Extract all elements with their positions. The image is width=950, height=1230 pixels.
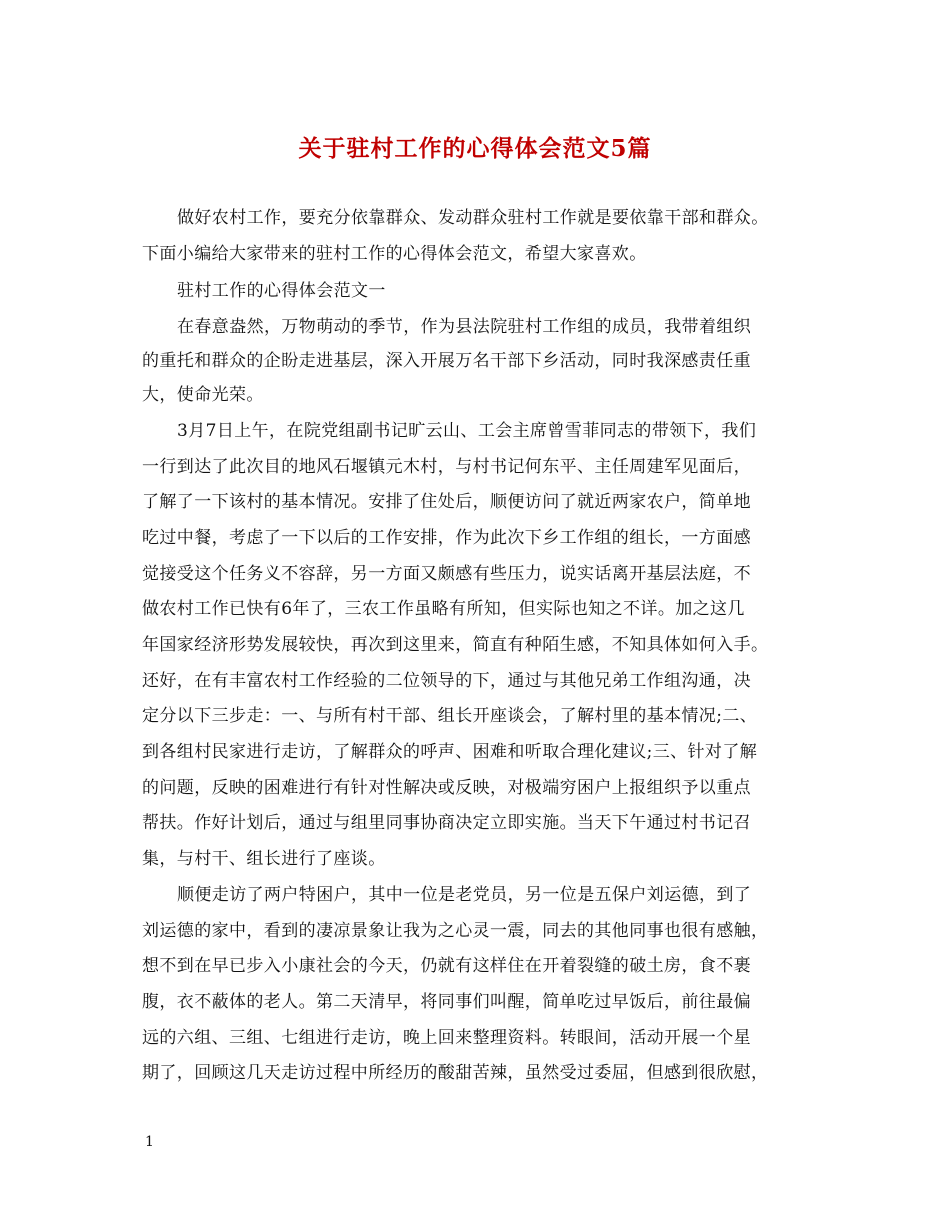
paragraph-line: 到各组村民家进行走访，了解群众的呼声、困难和听取合理化建议;三、针对了解 — [142, 742, 758, 762]
paragraph-line: 集，与村干、组长进行了座谈。 — [142, 849, 386, 869]
paragraph-line: 顺便走访了两户特困户，其中一位是老党员，另一位是五保户刘运德，到了 — [177, 885, 752, 905]
section-heading: 驻村工作的心得体会范文一 — [177, 281, 386, 301]
document-title: 关于驻村工作的心得体会范文5篇 — [298, 135, 652, 162]
paragraph-line: 帮扶。作好计划后，通过与组里同事协商决定立即实施。当天下午通过村书记召 — [142, 813, 751, 833]
paragraph-line: 下面小编给大家带来的驻村工作的心得体会范文，希望大家喜欢。 — [142, 244, 647, 264]
paragraph-line: 在春意盎然，万物萌动的季节，作为县法院驻村工作组的成员，我带着组织 — [177, 317, 752, 337]
paragraph-line: 做农村工作已快有6年了，三农工作虽略有所知，但实际也知之不详。加之这几 — [142, 599, 745, 619]
paragraph-line: 的重托和群众的企盼走进基层，深入开展万名干部下乡活动，同时我深感责任重 — [142, 351, 751, 371]
paragraph-line: 一行到达了此次目的地风石堰镇元木村，与村书记何东平、主任周建军见面后， — [142, 457, 751, 477]
paragraph-line: 大，使命光荣。 — [142, 385, 264, 405]
paragraph-line: 想不到在早已步入小康社会的今天，仍就有这样住在开着裂缝的破土房，食不裹 — [142, 956, 751, 976]
paragraph-line: 吃过中餐，考虑了一下以后的工作安排，作为此次下乡工作组的组长，一方面感 — [142, 528, 751, 548]
paragraph-line: 期了，回顾这几天走访过程中所经历的酸甜苦辣，虽然受过委屈，但感到很欣慰， — [142, 1063, 769, 1083]
paragraph-line: 刘运德的家中，看到的凄凉景象让我为之心灵一震，同去的其他同事也很有感触， — [142, 921, 769, 941]
paragraph-line: 的问题，反映的困难进行有针对性解决或反映，对极端穷困户上报组织予以重点 — [142, 778, 751, 798]
paragraph-line: 了解了一下该村的基本情况。安排了住处后，顺便访问了就近两家农户，简单地 — [142, 492, 751, 512]
paragraph-line: 定分以下三步走：一、与所有村干部、组长开座谈会，了解村里的基本情况;二、 — [142, 706, 758, 726]
paragraph-line: 远的六组、三组、七组进行走访，晚上回来整理资料。转眼间，活动开展一个星 — [142, 1028, 751, 1048]
paragraph-line: 觉接受这个任务义不容辞，另一方面又颇感有些压力，说实话离开基层法庭，不 — [142, 564, 751, 584]
paragraph-line: 还好，在有丰富农村工作经验的二位领导的下，通过与其他兄弟工作组沟通，决 — [142, 671, 751, 691]
paragraph-line: 3月7日上午，在院党组副书记旷云山、工会主席曾雪菲同志的带领下，我们 — [177, 421, 757, 441]
paragraph-line: 做好农村工作，要充分依靠群众、发动群众驻村工作就是要依靠干部和群众。 — [177, 208, 769, 228]
paragraph-line: 腹，衣不蔽体的老人。第二天清早，将同事们叫醒，简单吃过早饭后，前往最偏 — [142, 992, 751, 1012]
page-number: 1 — [145, 1134, 154, 1150]
paragraph-line: 年国家经济形势发展较快，再次到这里来，简直有种陌生感，不知具体如何入手。 — [142, 635, 769, 655]
